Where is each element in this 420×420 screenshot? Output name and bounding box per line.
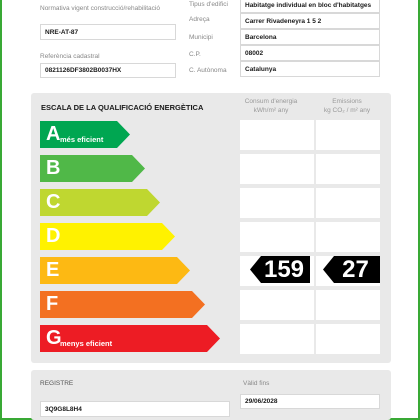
consum-cell-g: [240, 324, 314, 354]
emissions-unit: kg CO₂ / m² any: [323, 107, 371, 114]
rating-letter-b: B: [46, 157, 61, 179]
consum-unit: kWh/m² any: [253, 107, 289, 114]
valid-value: 29/06/2028: [240, 394, 380, 409]
rating-bar-b: [40, 155, 145, 182]
ca-label: C. Autònoma: [189, 67, 227, 74]
rating-sublabel-g: menys eficient: [60, 339, 113, 348]
consum-cell-c: [240, 188, 314, 218]
municipi-value: Barcelona: [240, 29, 380, 45]
emissions-cell-g: [316, 324, 380, 354]
cp-label: C.P.: [189, 51, 201, 58]
consum-header: [238, 97, 304, 115]
consum-cell-d: [240, 222, 314, 252]
consum-cell-b: [240, 154, 314, 184]
emissions-title: Emissions: [332, 98, 362, 105]
consum-value: 159: [263, 256, 305, 283]
consum-cell-f: [240, 290, 314, 320]
tipus-label: Tipus d'edifici: [189, 1, 228, 8]
adreca-label: Adreça: [189, 16, 210, 23]
emissions-header: [314, 97, 380, 115]
referencia-value: 0821126DF3802B0037HX: [40, 63, 176, 78]
rating-sublabel-a: més eficient: [60, 135, 104, 144]
tipus-value: Habitatge individual en bloc d'habitatges: [240, 0, 380, 13]
registre-label: REGISTRE: [40, 380, 74, 387]
rating-bar-c: [40, 189, 160, 216]
rating-bar-f: [40, 291, 205, 318]
referencia-label: Referència cadastral: [40, 53, 100, 60]
rating-bar-a: [40, 121, 130, 148]
ca-value: Catalunya: [240, 61, 380, 77]
consum-title: Consum d'energia: [244, 98, 298, 105]
scale-title: ESCALA DE LA QUALIFICACIÓ ENERGÈTICA: [41, 103, 204, 112]
rating-letter-g: G: [46, 327, 62, 349]
normativa-label: Normativa vigent construcció/rehabilitació: [40, 5, 160, 12]
municipi-label: Municipi: [189, 34, 213, 41]
consum-rating-tag: [250, 256, 310, 283]
rating-letter-c: C: [46, 191, 61, 213]
rating-bar-g: [40, 325, 220, 352]
emissions-cell-d: [316, 222, 380, 252]
emissions-cell-b: [316, 154, 380, 184]
registre-value: 3Q9G8L8H4: [40, 401, 230, 417]
emissions-cell-f: [316, 290, 380, 320]
rating-letter-e: E: [46, 259, 60, 281]
rating-letter-a: A: [46, 123, 61, 145]
rating-bar-e: [40, 257, 190, 284]
emissions-cell-c: [316, 188, 380, 218]
emissions-rating-tag: [323, 256, 380, 283]
consum-cell-a: [240, 120, 314, 150]
rating-bar-d: [40, 223, 175, 250]
emissions-value: 27: [342, 256, 369, 283]
rating-letter-d: D: [46, 225, 61, 247]
adreca-value: Carrer Rivadeneyra 1 5 2: [240, 13, 380, 29]
emissions-cell-a: [316, 120, 380, 150]
normativa-value: NRE-AT-87: [40, 24, 176, 40]
rating-letter-f: F: [46, 293, 59, 315]
valid-label: Vàlid fins: [243, 380, 270, 387]
cp-value: 08002: [240, 45, 380, 61]
